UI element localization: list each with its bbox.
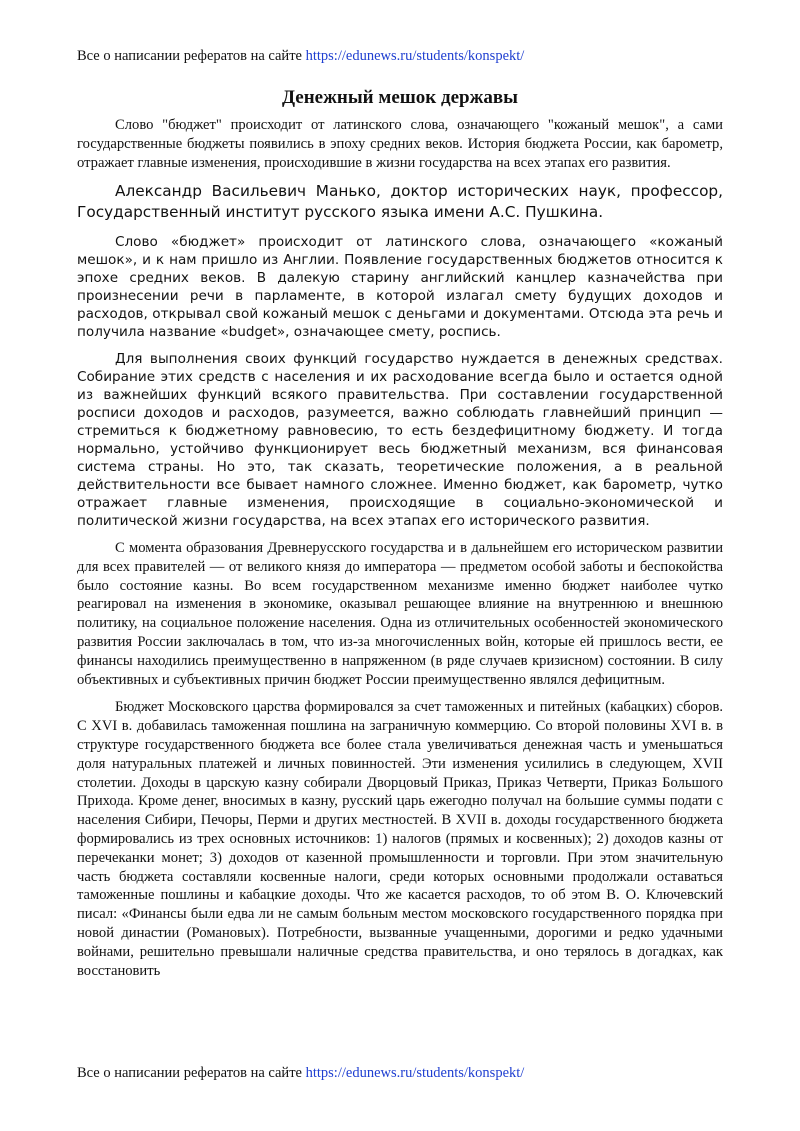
article-body	[77, 116, 723, 989]
paragraph-3: С момента образования Древнерусского государства и в дальнейшем его историческом развитии для всех правителей — от великого князя до императора — предметом особой заботы и беспокойства было состояние казны. Во всем государственном механизме именно бюджет наиболее чутко реагировал на изменения в экономике, оказывал решающее влияние на внутреннюю и внешнюю политику, на социальное положение населения. Одна из отличительных особенностей экономического развития России заключалась в том, что из-за многочисленных войн, которые ей пришлось вести, ее финансы находились преимущественно в напряженном (в ряде случаев кризисном) состоянии. В силу объективных и субъективных причин бюджет России преимущественно являлся дефицитным.	[77, 540, 723, 688]
header-text: Все о написании рефератов на сайте	[77, 48, 306, 64]
paragraph-4: Бюджет Московского царства формировался за счет таможенных и питейных (кабацких) сборов. С XVI в. добавилась таможенная пошлина на заграничную коммерцию. Со второй половины XVI в. в структуре государственного бюджета все более стала увеличиваться денежная часть и уменьшаться доля натуральных платежей и личных повинностей. Эти изменения усилились в следующем, XVII столетии. Доходы в царскую казну собирали Дворцовый Приказ, Приказ Четверти, Приказ Большого Прихода. Кроме денег, вносимых в казну, русский царь ежегодно получал на большие суммы подати с населения Сибири, Печоры, Перми и других местностей. В XVII в. доходы государственного бюджета формировались из трех основных источников: 1) налогов (прямых и косвенных); 2) доходов казны от перечеканки монет; 3) доходов от казенной промышленности и торговли. При этом значительную часть бюджета составляли косвенные налоги, среди которых основными продолжали оставаться таможенные пошлины и кабацкие доходы. Что же касается расходов, то об этом В. О. Ключевский писал: «Финансы были едва ли не самым больным местом московского государственного порядка при новой династии (Романовых). Потребности, вызванные учащенными, дорогими и редко удачными войнами, решительно превышали наличные средства правительства, и оно терялось в догадках, как восстановить	[77, 699, 723, 979]
article-title: Денежный мешок державы	[282, 87, 518, 108]
paragraph-1: Слово «бюджет» происходит от латинского слова, означающего «кожаный мешок», и к нам пришло из Англии. Появление государственных бюджетов относится к эпохе средних веков. В далекую старину английский канцлер казначейства при произнесении речи в парламенте, в которой излагал смету будущих доходов и расходов, открывал свой кожаный мешок с деньгами и документами. Отсюда эта речь и получила название «budget», означающее смету, роспись.	[77, 234, 723, 340]
footer-link[interactable]: https://edunews.ru/students/konspekt/	[305, 1065, 525, 1081]
page-header	[77, 46, 723, 66]
paragraph-2: Для выполнения своих функций государство нуждается в денежных средствах. Собирание этих средств с населения и их расходование всегда было и остается одной из важнейших функций всякого правительства. При составлении государственной росписи доходов и расходов, разумеется, важно соблюдать главнейший принцип — стремиться к бюджетному равновесию, то есть бездефицитному бюджету. И тогда нормально, устойчиво функционирует весь бюджетный механизм, вся финансовая система страны. Но это, так сказать, теоретические положения, а в реальной действительности все бывает намного сложнее. Именно бюджет, как барометр, чутко отражает главные изменения, происходящие в социально-экономической и политической жизни государства, на всех этапах его исторического развития.	[77, 351, 723, 529]
article-lead: Слово "бюджет" происходит от латинского слова, означающего "кожаный мешок", а сами государственные бюджеты появились в эпоху средних веков. История бюджета России, как барометр, отражает главные изменения, происходившие в жизни государства на всех этапах его развития.	[77, 117, 723, 171]
page-footer	[77, 1063, 723, 1083]
header-link[interactable]: https://edunews.ru/students/konspekt/	[305, 48, 525, 64]
document-page	[77, 0, 723, 1131]
author-line: Александр Васильевич Манько, доктор исторических наук, профессор, Государственный институт русского языка имени А.С. Пушкина.	[77, 182, 723, 221]
footer-text: Все о написании рефератов на сайте	[77, 1065, 306, 1081]
